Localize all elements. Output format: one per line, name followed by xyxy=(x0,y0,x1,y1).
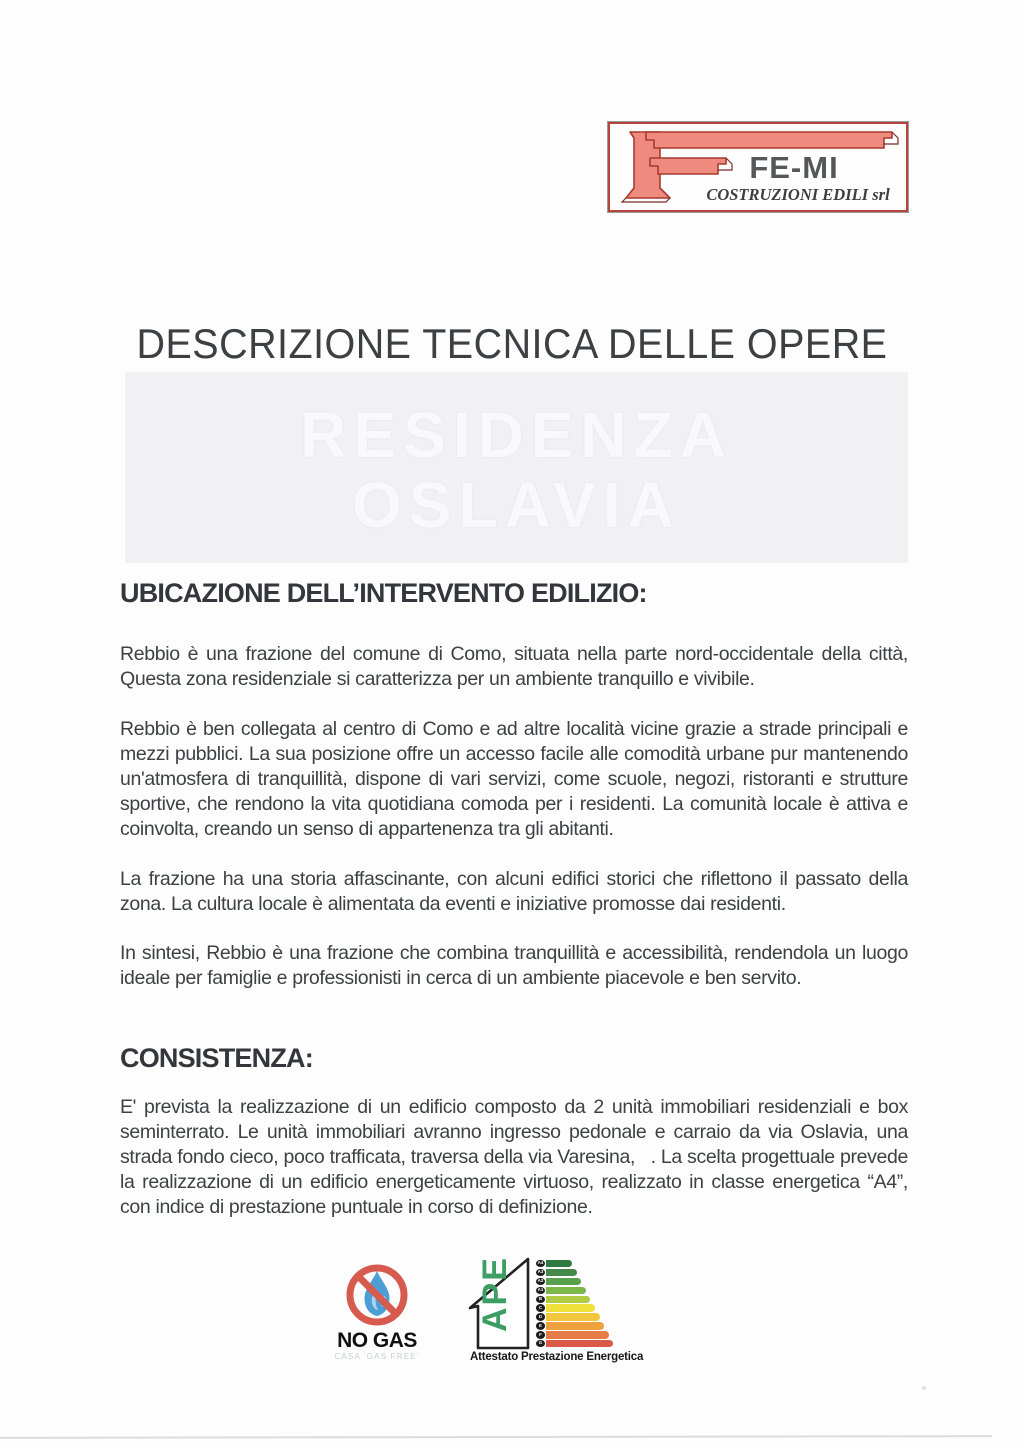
ape-label: APE xyxy=(476,1256,514,1332)
ape-bar-row xyxy=(536,1304,613,1311)
ape-class-label: A1 xyxy=(537,1287,544,1293)
section-heading-ubicazione: UBICAZIONE DELL’INTERVENTO EDILIZIO: xyxy=(120,578,647,608)
ape-bar xyxy=(546,1269,577,1276)
scan-artifact-dot xyxy=(922,1386,926,1390)
ape-class-label: A2 xyxy=(537,1278,544,1284)
ape-bar xyxy=(546,1287,586,1294)
ape-bar xyxy=(546,1313,600,1320)
company-logo xyxy=(608,122,908,212)
no-gas-label: NO GAS xyxy=(337,1329,417,1352)
section-heading-consistenza: CONSISTENZA: xyxy=(120,1043,313,1073)
ape-bar xyxy=(546,1340,613,1347)
ape-bar-row xyxy=(536,1278,613,1285)
no-gas-icon xyxy=(343,1262,411,1330)
paragraph: La frazione ha una storia affascinante, con alcuni edifici storici che riflettono il passato della zona. La cultura locale è alimentata da eventi e iniziative promosse dai residenti. xyxy=(120,868,908,915)
femi-logo-icon xyxy=(610,124,906,210)
watermark-line1: RESIDENZA xyxy=(300,398,733,471)
ape-class-label: A3 xyxy=(537,1269,544,1275)
ape-class-label: A4 xyxy=(537,1260,544,1266)
ape-bar xyxy=(546,1322,604,1329)
company-subtitle: COSTRUZIONI EDILI srl xyxy=(706,185,890,204)
ape-bar xyxy=(546,1331,609,1338)
watermark-banner xyxy=(125,372,908,563)
ape-class-label: E xyxy=(536,1322,545,1329)
no-gas-badge xyxy=(318,1262,436,1362)
ape-bar-row xyxy=(536,1296,613,1303)
ape-bar-row xyxy=(536,1331,613,1338)
ape-class-label: G xyxy=(536,1340,545,1347)
ape-bar xyxy=(546,1296,590,1303)
ape-bar-row xyxy=(536,1269,613,1276)
ape-class-label: F xyxy=(536,1331,545,1338)
ape-class-label: B xyxy=(536,1296,545,1303)
ape-bar-row xyxy=(536,1287,613,1294)
paragraph: In sintesi, Rebbio è una frazione che combina tranquillità e accessibilità, rendendola un luogo ideale per famiglie e professionisti in cerca di un ambiente piacevole e ben servito. xyxy=(120,942,908,989)
ape-class-label: D xyxy=(536,1313,545,1320)
paragraph: E' prevista la realizzazione di un edificio composto da 2 unità immobiliari residenziali e box seminterrato. Le unità immobiliari avranno ingresso pedonale e carraio da via Oslavia, una strada fondo cieco, poco trafficata, traversa della via Varesina, . La scelta progettuale prevede la realizzazione di un edificio energeticamente virtuoso, realizzato in classe energetica “A4”, con indice di prestazione puntuale in corso di definizione. xyxy=(120,1096,908,1218)
document-body xyxy=(120,578,908,1220)
ape-bar-row xyxy=(536,1313,613,1320)
page-title: DESCRIZIONE TECNICA DELLE OPERE xyxy=(136,320,888,367)
ape-bar xyxy=(546,1304,595,1311)
ape-caption: Attestato Prestazione Energetica xyxy=(470,1351,644,1363)
ape-badge xyxy=(468,1256,644,1366)
ape-bars xyxy=(536,1260,613,1349)
ape-bar xyxy=(546,1260,572,1267)
ape-class-label: C xyxy=(536,1304,545,1311)
ape-bar xyxy=(546,1278,581,1285)
paragraph: Rebbio è ben collegata al centro di Como e ad altre località vicine grazie a strade principali e mezzi pubblici. La sua posizione offre un accesso facile alle comodità urbane pur mantenendo un'atmosfera di tranquillità, dispone di vari servizi, come scuole, negozi, ristoranti e strutture sportive, che rendono la vita quotidiana comoda per i residenti. La comunità locale è attiva e coinvolta, creando un senso di appartenenza tra gli abitanti. xyxy=(120,718,908,840)
ape-bar-row xyxy=(536,1260,613,1267)
paragraph: Rebbio è una frazione del comune di Como, situata nella parte nord-occidentale della città, Questa zona residenziale si caratterizza per un ambiente tranquillo e vivibile. xyxy=(120,643,908,690)
scan-artifact-line xyxy=(0,1435,992,1439)
ape-bar-row xyxy=(536,1340,613,1347)
watermark-line2: OSLAVIA xyxy=(352,468,681,541)
company-name: FE-MI xyxy=(749,150,839,185)
ape-bar-row xyxy=(536,1322,613,1329)
no-gas-sublabel: CASA 'GAS FREE' xyxy=(334,1352,420,1361)
